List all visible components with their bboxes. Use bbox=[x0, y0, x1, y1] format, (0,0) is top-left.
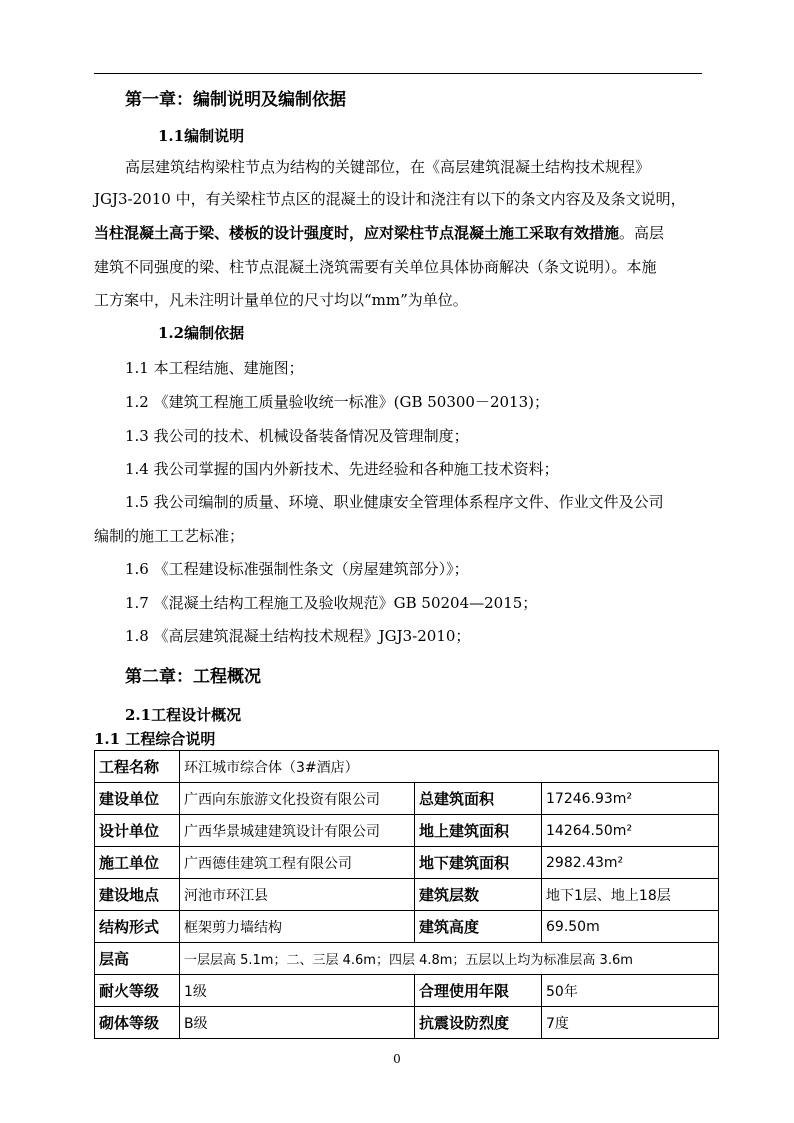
section-1-1-title: 1.1编制说明 bbox=[158, 127, 245, 145]
label-masonry-grade: 砌体等级 bbox=[95, 1007, 180, 1039]
value-location: 河池市环江县 bbox=[180, 879, 415, 911]
label-service-life: 合理使用年限 bbox=[415, 975, 542, 1007]
table-row bbox=[95, 1007, 719, 1039]
table-row bbox=[95, 783, 719, 815]
table-row bbox=[95, 879, 719, 911]
paragraph-line-2: JGJ3-2010 中，有关梁柱节点区的混凝土的设计和浇注有以下的条文内容及及条文说明， bbox=[94, 190, 686, 208]
value-total-area: 17246.93m² bbox=[542, 783, 719, 815]
list-item: 1.4 我公司掌握的国内外新技术、先进经验和各种施工技术资料； bbox=[125, 460, 559, 478]
paragraph-line-5: 工方案中，凡未注明计量单位的尺寸均以“mm”为单位。 bbox=[94, 291, 468, 309]
section-2-1-title: 2.1工程设计概况 bbox=[125, 706, 242, 724]
header-rule bbox=[94, 73, 702, 74]
list-item: 1.6 《工程建设标准强制性条文（房屋建筑部分）》； bbox=[125, 560, 469, 578]
list-item-continuation: 编制的施工工艺标准； bbox=[94, 527, 245, 545]
page-number: 0 bbox=[393, 1052, 401, 1066]
value-floors: 地下1层、地上18层 bbox=[542, 879, 719, 911]
label-designer: 设计单位 bbox=[95, 815, 180, 847]
paragraph-line-1: 高层建筑结构梁柱节点为结构的关键部位，在《高层建筑混凝土结构技术规程》 bbox=[125, 158, 651, 176]
table-row bbox=[95, 975, 719, 1007]
label-contractor: 施工单位 bbox=[95, 847, 180, 879]
paragraph-line-3-rest: 。高层 bbox=[619, 224, 665, 242]
label-underground-area: 地下建筑面积 bbox=[415, 847, 542, 879]
list-item: 1.8 《高层建筑混凝土结构技术规程》JGJ3-2010； bbox=[125, 627, 471, 645]
value-contractor: 广西德佳建筑工程有限公司 bbox=[180, 847, 415, 879]
label-total-area: 总建筑面积 bbox=[415, 783, 542, 815]
label-floors: 建筑层数 bbox=[415, 879, 542, 911]
list-item: 1.3 我公司的技术、机械设备装备情况及管理制度； bbox=[125, 427, 469, 445]
value-designer: 广西华景城建建筑设计有限公司 bbox=[180, 815, 415, 847]
list-item: 1.7 《混凝土结构工程施工及验收规范》GB 50204—2015； bbox=[125, 594, 538, 612]
chapter-2-title: 第二章：工程概况 bbox=[125, 667, 261, 687]
label-location: 建设地点 bbox=[95, 879, 180, 911]
value-above-ground-area: 14264.50m² bbox=[542, 815, 719, 847]
label-height: 建筑高度 bbox=[415, 911, 542, 943]
table-row bbox=[95, 815, 719, 847]
paragraph-line-3 bbox=[94, 222, 664, 243]
value-structure: 框架剪力墙结构 bbox=[180, 911, 415, 943]
table-title: 1.1 工程综合说明 bbox=[94, 730, 216, 748]
label-above-ground-area: 地上建筑面积 bbox=[415, 815, 542, 847]
value-fire-rating: 1级 bbox=[180, 975, 415, 1007]
table-row bbox=[95, 943, 719, 975]
paragraph-emphasis: 当柱混凝土高于梁、楼板的设计强度时，应对梁柱节点混凝土施工采取有效措施 bbox=[94, 224, 620, 242]
label-developer: 建设单位 bbox=[95, 783, 180, 815]
table-row bbox=[95, 751, 719, 783]
value-height: 69.50m bbox=[542, 911, 719, 943]
value-storey-height: 一层层高 5.1m；二、三层 4.6m；四层 4.8m；五层以上均为标准层高 3.6m bbox=[180, 943, 719, 975]
section-1-2-title: 1.2编制依据 bbox=[158, 324, 245, 342]
label-storey-height: 层高 bbox=[95, 943, 180, 975]
label-seismic-intensity: 抗震设防烈度 bbox=[415, 1007, 542, 1039]
list-item: 1.1 本工程结施、建施图； bbox=[125, 359, 304, 377]
label-structure: 结构形式 bbox=[95, 911, 180, 943]
value-masonry-grade: B级 bbox=[180, 1007, 415, 1039]
label-fire-rating: 耐火等级 bbox=[95, 975, 180, 1007]
list-item: 1.2 《建筑工程施工质量验收统一标准》(GB 50300－2013)； bbox=[125, 393, 549, 411]
table-row bbox=[95, 847, 719, 879]
value-developer: 广西向东旅游文化投资有限公司 bbox=[180, 783, 415, 815]
paragraph-line-4: 建筑不同强度的梁、柱节点混凝土浇筑需要有关单位具体协商解决（条文说明）。本施 bbox=[94, 258, 657, 276]
project-info-table bbox=[94, 750, 719, 1039]
value-service-life: 50年 bbox=[542, 975, 719, 1007]
value-project-name: 环江城市综合体（3#酒店） bbox=[180, 751, 719, 783]
list-item: 1.5 我公司编制的质量、环境、职业健康安全管理体系程序文件、作业文件及公司 bbox=[125, 493, 664, 511]
value-underground-area: 2982.43m² bbox=[542, 847, 719, 879]
chapter-1-title: 第一章：编制说明及编制依据 bbox=[125, 90, 346, 110]
label-project-name: 工程名称 bbox=[95, 751, 180, 783]
value-seismic-intensity: 7度 bbox=[542, 1007, 719, 1039]
table-row bbox=[95, 911, 719, 943]
